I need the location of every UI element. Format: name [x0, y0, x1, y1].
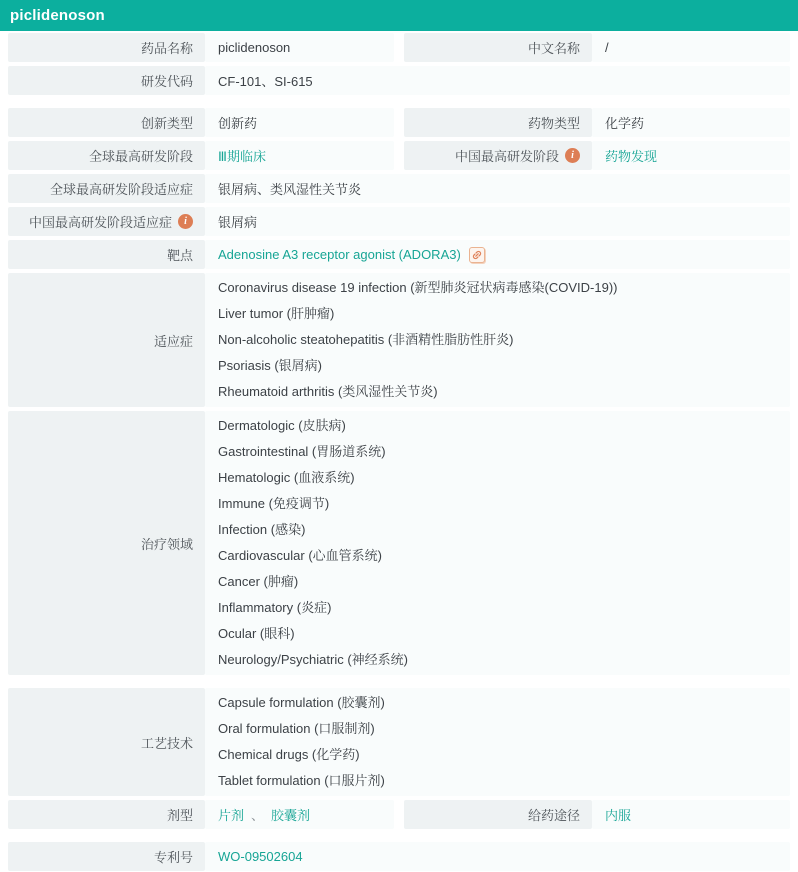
global-stage-link[interactable]: Ⅲ期临床 — [218, 149, 266, 164]
field-value-global-stage-indication: 银屑病、类风湿性关节炎 — [205, 174, 790, 203]
separator: 、 — [251, 808, 265, 823]
field-label-patent: 专利号 — [8, 842, 205, 871]
field-value-drug-type: 化学药 — [592, 108, 790, 137]
field-label-china-stage-indication — [8, 207, 205, 236]
row-therapy-areas — [8, 411, 790, 675]
cell-patent — [8, 842, 790, 871]
field-label-indications: 适应症 — [8, 273, 205, 407]
china-stage-link[interactable]: 药物发现 — [605, 149, 658, 164]
field-value-innovation-type: 创新药 — [205, 108, 394, 137]
therapy-areas-list — [205, 411, 790, 675]
field-value-drug-name: piclidenoson — [205, 33, 394, 62]
list-item: Cardiovascular (心血管系统) — [218, 548, 382, 563]
list-item: Chemical drugs (化学药) — [218, 747, 360, 762]
field-label-global-stage: 全球最高研发阶段 — [8, 141, 205, 170]
indications-list — [205, 273, 790, 407]
list-item: Rheumatoid arthritis (类风湿性关节炎) — [218, 384, 438, 399]
field-label-drug-type: 药物类型 — [404, 108, 592, 137]
row-dosage-form — [8, 800, 790, 829]
list-item: Immune (免疫调节) — [218, 496, 330, 511]
drug-detail-table — [0, 31, 798, 872]
row-indications — [8, 273, 790, 407]
list-item: Capsule formulation (胶囊剂) — [218, 695, 385, 710]
cell-rd-code — [8, 66, 790, 95]
field-label-rd-code: 研发代码 — [8, 66, 205, 95]
field-label-innovation-type: 创新类型 — [8, 108, 205, 137]
info-icon[interactable]: i — [178, 214, 193, 229]
list-item: Oral formulation (口服制剂) — [218, 721, 375, 736]
cell-technology — [8, 688, 790, 796]
patent-link[interactable]: WO-09502604 — [218, 849, 303, 864]
list-item: Ocular (眼科) — [218, 626, 295, 641]
technology-list — [205, 688, 790, 796]
row-innovation-type — [8, 108, 790, 137]
cell-drug-type — [404, 108, 790, 137]
field-label-dosage-form: 剂型 — [8, 800, 205, 829]
list-item: Coronavirus disease 19 infection (新型肺炎冠状病毒感染(COVID-19)) — [218, 280, 618, 295]
field-label-route: 给药途径 — [404, 800, 592, 829]
cell-innovation-type — [8, 108, 394, 137]
list-item: Inflammatory (炎症) — [218, 600, 332, 615]
row-china-stage-indication — [8, 207, 790, 236]
cell-route — [404, 800, 790, 829]
field-label-china-stage-text: 中国最高研发阶段 — [454, 149, 559, 164]
list-item: Neurology/Psychiatric (神经系统) — [218, 652, 408, 667]
field-label-global-stage-indication: 全球最高研发阶段适应症 — [8, 174, 205, 203]
external-link-icon[interactable] — [469, 247, 485, 263]
field-label-therapy-areas: 治疗领域 — [8, 411, 205, 675]
row-patent — [8, 842, 790, 871]
row-rd-code — [8, 66, 790, 95]
row-target — [8, 240, 790, 269]
drug-title-bar — [0, 0, 798, 31]
row-highest-stage — [8, 141, 790, 170]
list-item: Cancer (肿瘤) — [218, 574, 299, 589]
list-item: Gastrointestinal (胃肠道系统) — [218, 444, 386, 459]
list-item: Psoriasis (银屑病) — [218, 358, 323, 373]
field-label-target: 靶点 — [8, 240, 205, 269]
cell-china-stage — [404, 141, 790, 170]
info-icon[interactable]: i — [565, 148, 580, 163]
target-link[interactable]: Adenosine A3 receptor agonist (ADORA3) — [218, 247, 461, 262]
route-link[interactable]: 内服 — [605, 808, 632, 823]
cell-dosage-form — [8, 800, 394, 829]
row-drug-name — [8, 33, 790, 62]
field-label-china-stage-indication-text: 中国最高研发阶段适应症 — [28, 215, 172, 230]
row-global-stage-indication — [8, 174, 790, 203]
list-item: Hematologic (血液系统) — [218, 470, 355, 485]
list-item: Liver tumor (肝肿瘤) — [218, 306, 335, 321]
list-item: Tablet formulation (口服片剂) — [218, 773, 385, 788]
field-label-china-stage — [404, 141, 592, 170]
list-item: Dermatologic (皮肤病) — [218, 418, 346, 433]
field-label-cn-name: 中文名称 — [404, 33, 592, 62]
cell-china-stage-indication — [8, 207, 790, 236]
cell-indications — [8, 273, 790, 407]
cell-drug-name — [8, 33, 394, 62]
cell-global-stage-indication — [8, 174, 790, 203]
field-label-technology: 工艺技术 — [8, 688, 205, 796]
page-title: piclidenoson — [10, 7, 105, 24]
cell-target — [8, 240, 790, 269]
cell-cn-name — [404, 33, 790, 62]
dosage-form-link-capsule[interactable]: 胶囊剂 — [271, 808, 311, 823]
row-technology — [8, 688, 790, 796]
field-value-china-stage-indication: 银屑病 — [205, 207, 790, 236]
dosage-form-link-tablet[interactable]: 片剂 — [218, 808, 245, 823]
field-value-cn-name: / — [592, 33, 790, 62]
field-value-rd-code: CF-101、SI-615 — [205, 66, 790, 95]
list-item: Non-alcoholic steatohepatitis (非酒精性脂肪性肝炎) — [218, 332, 514, 347]
field-label-drug-name: 药品名称 — [8, 33, 205, 62]
cell-global-stage — [8, 141, 394, 170]
list-item: Infection (感染) — [218, 522, 306, 537]
cell-therapy-areas — [8, 411, 790, 675]
